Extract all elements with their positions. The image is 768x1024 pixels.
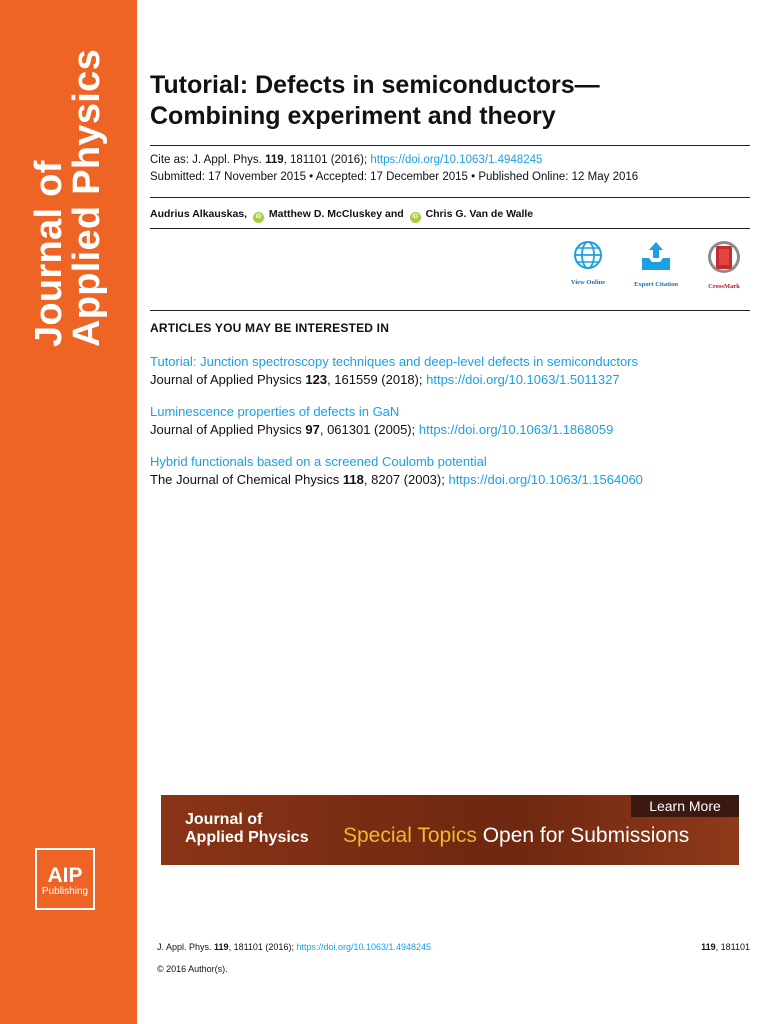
reference-pages: , 161559 (2018); [327,372,427,387]
aip-logo-subtext: Publishing [41,886,89,897]
reference-volume: 123 [305,372,328,387]
banner-journal-line1: Journal of [185,811,263,828]
special-topics-banner[interactable] [161,795,739,865]
reference-pages: , 061301 (2005); [319,422,419,437]
author-list [150,208,533,223]
cite-prefix: Cite as: J. Appl. Phys. [150,154,266,166]
crossmark-label: CrossMark [708,283,740,290]
banner-tag-highlight: Special Topics [343,824,477,847]
footer-cite-prefix: J. Appl. Phys. [157,942,215,952]
related-article-title-link[interactable]: Tutorial: Junction spectroscopy techniques and deep-level defects in semiconductors [150,354,639,369]
footer-doi-link[interactable]: https://doi.org/10.1063/1.4948245 [296,942,432,952]
journal-sidebar [0,0,137,1024]
footer-pages: , 181101 (2016); [228,942,297,952]
footer-volume: 119 [214,942,229,952]
learn-more-button[interactable]: Learn More [631,795,739,817]
author-name[interactable]: Matthew D. McCluskey [268,208,383,220]
divider [150,310,750,311]
reference-journal: Journal of Applied Physics [150,372,306,387]
cite-volume: 119 [265,154,284,166]
orcid-icon[interactable]: iD [253,212,264,223]
related-article-doi-link[interactable]: https://doi.org/10.1063/1.1868059 [418,422,614,437]
journal-name-line2: Applied Physics [66,48,108,348]
related-article-reference [150,421,750,439]
publication-dates: Submitted: 17 November 2015 • Accepted: 17 December 2015 • Published Online: 12 May 2016 [150,171,639,183]
cite-doi-link[interactable]: https://doi.org/10.1063/1.4948245 [370,154,543,166]
export-citation-button[interactable] [626,240,686,288]
reference-journal: Journal of Applied Physics [150,422,306,437]
banner-tagline [343,824,689,848]
aip-logo-text: AIP [47,864,83,887]
banner-journal-name [185,811,309,847]
footer-citation [157,942,431,952]
author-conjunction: and [385,208,404,220]
reference-volume: 118 [342,472,364,487]
author-name[interactable]: Audrius Alkauskas, [150,208,248,220]
article-title-line2: Combining experiment and theory [150,102,556,130]
related-article [150,353,750,389]
reference-volume: 97 [305,422,320,437]
divider [150,197,750,198]
related-article-reference [150,371,750,389]
export-icon [639,240,673,272]
orcid-icon[interactable]: iD [410,212,421,223]
crossmark-button[interactable] [694,240,754,290]
footer-copyright: © 2016 Author(s). [157,964,228,974]
related-article [150,453,750,489]
crossmark-icon [707,240,741,274]
related-article-doi-link[interactable]: https://doi.org/10.1063/1.1564060 [448,472,643,487]
view-online-button[interactable] [558,240,618,286]
divider [150,228,750,229]
view-online-label: View Online [570,279,606,286]
journal-name-vertical [30,49,106,347]
reference-journal: The Journal of Chemical Physics [150,472,343,487]
aip-publishing-logo[interactable] [35,848,95,910]
footer-page-number [701,942,750,952]
banner-tag-rest: Open for Submissions [476,824,690,847]
related-article-title-link[interactable]: Hybrid functionals based on a screened Coulomb potential [150,454,487,469]
cite-as-line [150,154,542,166]
footer-right-volume: 119 [701,942,716,952]
author-name[interactable]: Chris G. Van de Walle [425,208,534,220]
divider [150,145,750,146]
journal-name-line1: Journal of [28,160,70,348]
footer-right-pages: , 181101 [715,942,750,952]
related-articles-heading: ARTICLES YOU MAY BE INTERESTED IN [150,321,390,335]
globe-icon [573,240,603,270]
related-article-title-link[interactable]: Luminescence properties of defects in GaN [150,404,400,419]
related-article-doi-link[interactable]: https://doi.org/10.1063/1.5011327 [426,372,620,387]
related-article [150,403,750,439]
banner-journal-line2: Applied Physics [185,829,309,846]
export-citation-label: Export Citation [634,281,678,288]
related-article-reference [150,471,750,489]
cite-pages: , 181101 (2016); [283,154,371,166]
article-title-line1: Tutorial: Defects in semiconductors— [150,71,600,99]
article-title [150,70,750,132]
reference-pages: , 8207 (2003); [363,472,449,487]
